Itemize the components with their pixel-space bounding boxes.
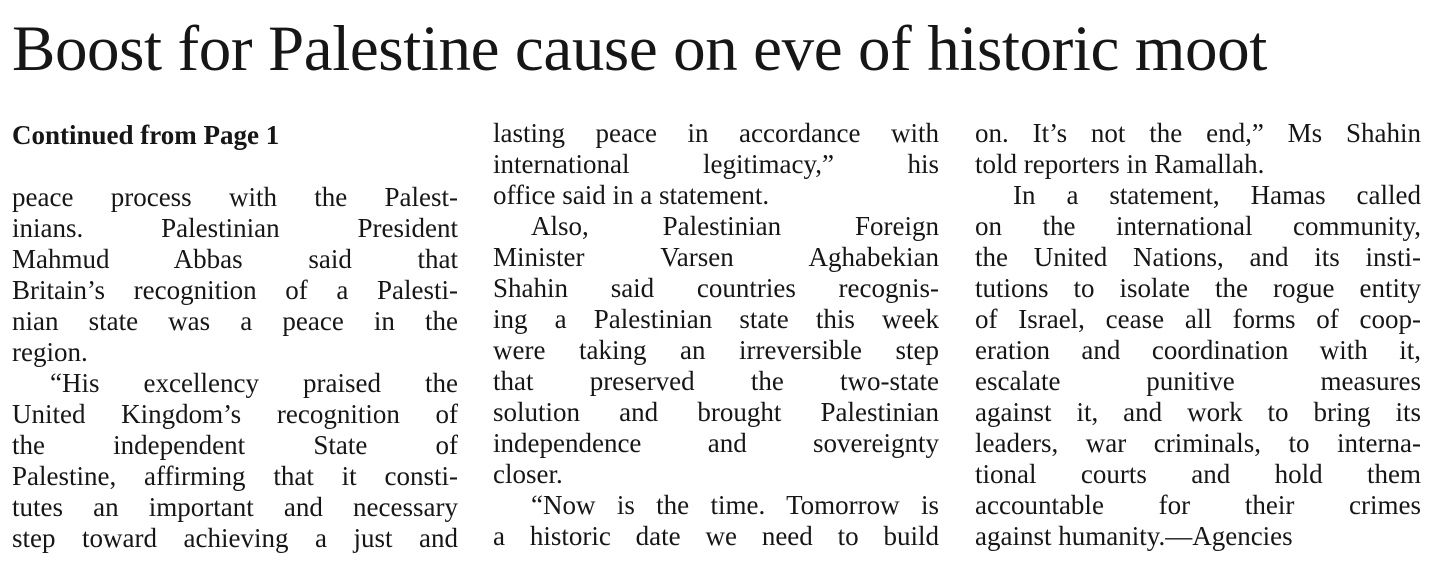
text-line: nian state was a peace in the [12,306,458,336]
text-line: against it, and work to bring its [975,397,1421,427]
text-line: the independent State of [12,430,458,460]
text-line: “Now is the time. Tomorrow is [531,490,939,520]
text-line: step toward achieving a just and [12,523,458,553]
text-line: tutes an important and necessary [12,492,458,522]
text-line: on the international community, [975,211,1421,241]
text-line: inians. Palestinian President [12,213,458,243]
headline: Boost for Palestine cause on eve of historic moot [12,13,1267,85]
text-line: Also, Palestinian Foreign [531,211,939,241]
continued-from-label: Continued from Page 1 [12,120,280,150]
text-line: the United Nations, and its insti- [975,242,1421,272]
text-line: tutions to isolate the rogue entity [975,273,1421,303]
text-line: peace process with the Palest- [12,182,458,212]
text-line: Britain’s recognition of a Palesti- [12,275,458,305]
text-line: office said in a statement. [493,180,770,210]
article-column-1 [12,118,458,554]
text-line: leaders, war criminals, to interna- [975,428,1421,458]
text-line: a historic date we need to build [493,521,939,551]
text-line: “His excellency praised the [50,368,458,398]
article-column-3 [975,118,1421,552]
text-line: escalate punitive measures [975,366,1421,396]
text-line: on. It’s not the end,” Ms Shahin [975,118,1421,148]
article-column-2 [493,118,939,552]
text-line: that preserved the two-state [493,366,939,396]
text-line: region. [12,337,88,367]
text-line: solution and brought Palestinian [493,397,939,427]
text-line: independence and sovereignty [493,428,939,458]
text-line: In a statement, Hamas called [1013,180,1421,210]
text-line: United Kingdom’s recognition of [12,399,458,429]
text-line: accountable for their crimes [975,490,1421,520]
text-line: Mahmud Abbas said that [12,244,458,274]
text-line: international legitimacy,” his [493,149,939,179]
text-line: tional courts and hold them [975,459,1421,489]
text-line: ing a Palestinian state this week [493,304,939,334]
text-line: of Israel, cease all forms of coop- [975,304,1421,334]
text-line: lasting peace in accordance with [493,118,939,148]
text-line: eration and coordination with it, [975,335,1421,365]
text-line: were taking an irreversible step [493,335,939,365]
text-line: closer. [493,459,563,489]
text-line: Minister Varsen Aghabekian [493,242,939,272]
text-line: told reporters in Ramallah. [975,149,1265,179]
text-line: Palestine, affirming that it consti- [12,461,458,491]
text-line: Shahin said countries recognis- [493,273,939,303]
text-line: against humanity.—Agencies [975,521,1293,551]
